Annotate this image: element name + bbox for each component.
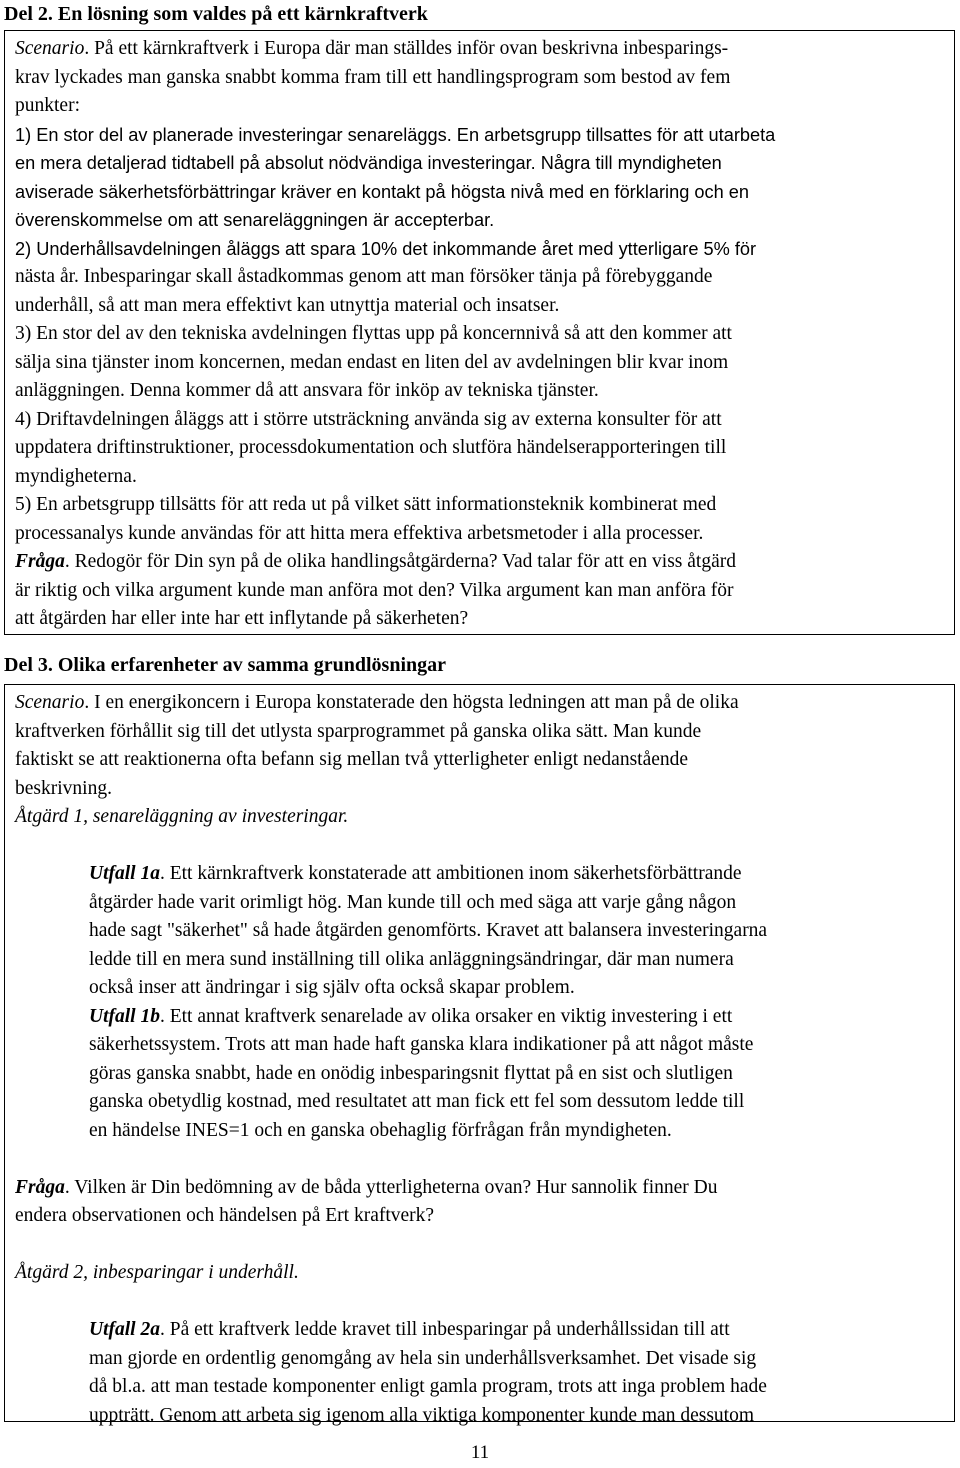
action2-label: Åtgärd 2 bbox=[15, 1262, 84, 1283]
part2-question-line: Fråga. Redogör för Din syn på de olika handlingsåtgärderna? Vad talar för att en viss åtgärd bbox=[15, 551, 736, 572]
part3-scenario-line: Scenario. I en energikoncern i Europa konstaterade den högsta ledningen att man på de olika bbox=[15, 692, 739, 713]
part2-line: överenskommelse om att senareläggningen är accepterbar. bbox=[15, 210, 495, 230]
part3-scenario-line: beskrivning. bbox=[15, 777, 112, 799]
outcome1a-line: Utfall 1a. Ett kärnkraftverk konstaterade att ambitionen inom säkerhetsförbättrande bbox=[89, 863, 742, 884]
outcome2a-line: Utfall 2a. På ett kraftverk ledde kravet till inbesparingar på underhållssidan till att bbox=[89, 1319, 730, 1340]
outcome1b-line: göras ganska snabbt, hade en onödig inbesparingsnit flyttat på en sist och slutligen bbox=[89, 1062, 733, 1084]
outcome1b-line: en händelse INES=1 och en ganska obehaglig förfrågan från myndigheten. bbox=[89, 1119, 672, 1141]
part2-line: punkter: bbox=[15, 95, 80, 116]
part2-box bbox=[4, 30, 955, 635]
part3-box bbox=[4, 684, 955, 1426]
spacer bbox=[15, 832, 954, 861]
part2-line: 3) En stor del av den tekniska avdelningen flyttas upp på koncernnivå så att den kommer att bbox=[15, 323, 732, 344]
outcome1a-line: också inser att ändringar i sig själv ofta också skapar problem. bbox=[89, 977, 575, 998]
spacer bbox=[15, 1231, 954, 1260]
part2-line: 4) Driftavdelningen åläggs att i större utsträckning använda sig av externa konsulter för att bbox=[15, 408, 722, 430]
part3-scenario-line: kraftverken förhållit sig till det utlysta sparprogrammet på ganska olika sätt. Man kunde bbox=[15, 720, 702, 742]
outcome2a-line: man gjorde en ordentlig genomgång av hela sin underhållsverksamhet. Det visade sig bbox=[89, 1347, 757, 1369]
question-label: Fråga bbox=[15, 551, 65, 572]
outcome1a-line: åtgärder hade varit orimligt hög. Man kunde till och med säga att varje gång någon bbox=[89, 891, 737, 913]
action1-line: Åtgärd 1, senareläggning av investeringar. bbox=[15, 806, 349, 827]
part2-heading: Del 2. En lösning som valdes på ett kärnkraftverk bbox=[4, 3, 428, 25]
page-number: 11 bbox=[470, 1442, 490, 1463]
part2-line: nästa år. Inbesparingar skall åstadkommas genom att man försöker tänja på förebyggande bbox=[15, 266, 713, 287]
part2-line: krav lyckades man ganska snabbt komma fram till ett handlingsprogram som bestod av fem bbox=[15, 66, 731, 88]
outcome2a-line: uppträtt. Genom att arbeta sig igenom alla viktiga komponenter kunde man dessutom bbox=[89, 1404, 755, 1426]
part3-question-line: endera observationen och händelsen på Ert kraftverk? bbox=[15, 1205, 435, 1226]
part2-question-line: att åtgärden har eller inte har ett inflytande på säkerheten? bbox=[15, 608, 469, 629]
outcome1b-label: Utfall 1b bbox=[89, 1005, 160, 1027]
part2-line: underhåll, så att man mera effektivt kan utnyttja material och insatser. bbox=[15, 294, 560, 316]
part2-line: aviserade säkerhetsförbättringar kräver en kontakt på högsta nivå med en förklaring och en bbox=[15, 181, 749, 202]
part2-line: sälja sina tjänster inom koncernen, medan endast en liten del av avdelningen blir kvar inom bbox=[15, 351, 729, 373]
part3-question-line: Fråga. Vilken är Din bedömning av de båda ytterligheterna ovan? Hur sannolik finner Du bbox=[15, 1176, 718, 1198]
spacer bbox=[15, 1288, 954, 1317]
outcome2a-line: då bl.a. att man testade komponenter enligt gamla program, trots att inga problem hade bbox=[89, 1376, 767, 1397]
part3-scenario-line: faktiskt se att reaktionerna ofta befann sig mellan två ytterligheter enligt nedanstående bbox=[15, 749, 689, 770]
part2-line: 2) Underhållsavdelningen åläggs att spara 10% det inkommande året med ytterligare 5% för bbox=[15, 238, 757, 259]
part2-line: myndigheterna. bbox=[15, 465, 137, 487]
part2-line: 1) En stor del av planerade investeringar senareläggs. En arbetsgrupp tillsattes för att utarbeta bbox=[15, 124, 776, 145]
part2-line: processanalys kunde användas för att hitta mera effektiva arbetsmetoder i alla processer. bbox=[15, 522, 704, 544]
outcome1b-line: säkerhetssystem. Trots att man hade haft ganska klara indikationer på att något måste bbox=[89, 1034, 754, 1055]
scenario-label: Scenario bbox=[15, 38, 85, 59]
action2-line: Åtgärd 2, inbesparingar i underhåll. bbox=[15, 1262, 299, 1283]
outcome1b-line: Utfall 1b. Ett annat kraftverk senarelade av olika orsaker en viktig investering i ett bbox=[89, 1005, 733, 1027]
part2-line: en mera detaljerad tidtabell på absolut nödvändiga investeringar. Några till myndigheten bbox=[15, 153, 722, 173]
part3-heading: Del 3. Olika erfarenheter av samma grundlösningar bbox=[4, 654, 447, 676]
part2-question-line: är riktig och vilka argument kunde man anföra mot den? Vilka argument kan man anföra för bbox=[15, 579, 734, 601]
question-label: Fråga bbox=[15, 1176, 65, 1198]
outcome1b-line: ganska obetydlig kostnad, med resultatet att man fick ett fel som dessutom ledde till bbox=[89, 1091, 745, 1112]
spacer bbox=[15, 1145, 954, 1174]
outcome1a-line: hade sagt "säkerhet" så hade åtgärden genomförts. Kravet att balansera investeringarna bbox=[89, 920, 768, 941]
outcome1a-label: Utfall 1a bbox=[89, 863, 160, 884]
part2-line: anläggningen. Denna kommer då att ansvara för inköp av tekniska tjänster. bbox=[15, 380, 599, 401]
action1-label: Åtgärd 1 bbox=[15, 806, 84, 827]
outcome1a-line: ledde till en mera sund inställning till olika anläggningsändringar, där man numera bbox=[89, 948, 734, 970]
part2-line: Scenario. På ett kärnkraftverk i Europa där man ställdes inför ovan beskrivna inbesparings- bbox=[15, 38, 729, 59]
part2-line: uppdatera driftinstruktioner, processdokumentation och slutföra händelserapporteringen till bbox=[15, 437, 727, 458]
part2-line: 5) En arbetsgrupp tillsätts för att reda ut på vilket sätt informationsteknik kombinerat med bbox=[15, 494, 717, 515]
outcome2a-label: Utfall 2a bbox=[89, 1319, 160, 1340]
scenario-label: Scenario bbox=[15, 692, 85, 713]
